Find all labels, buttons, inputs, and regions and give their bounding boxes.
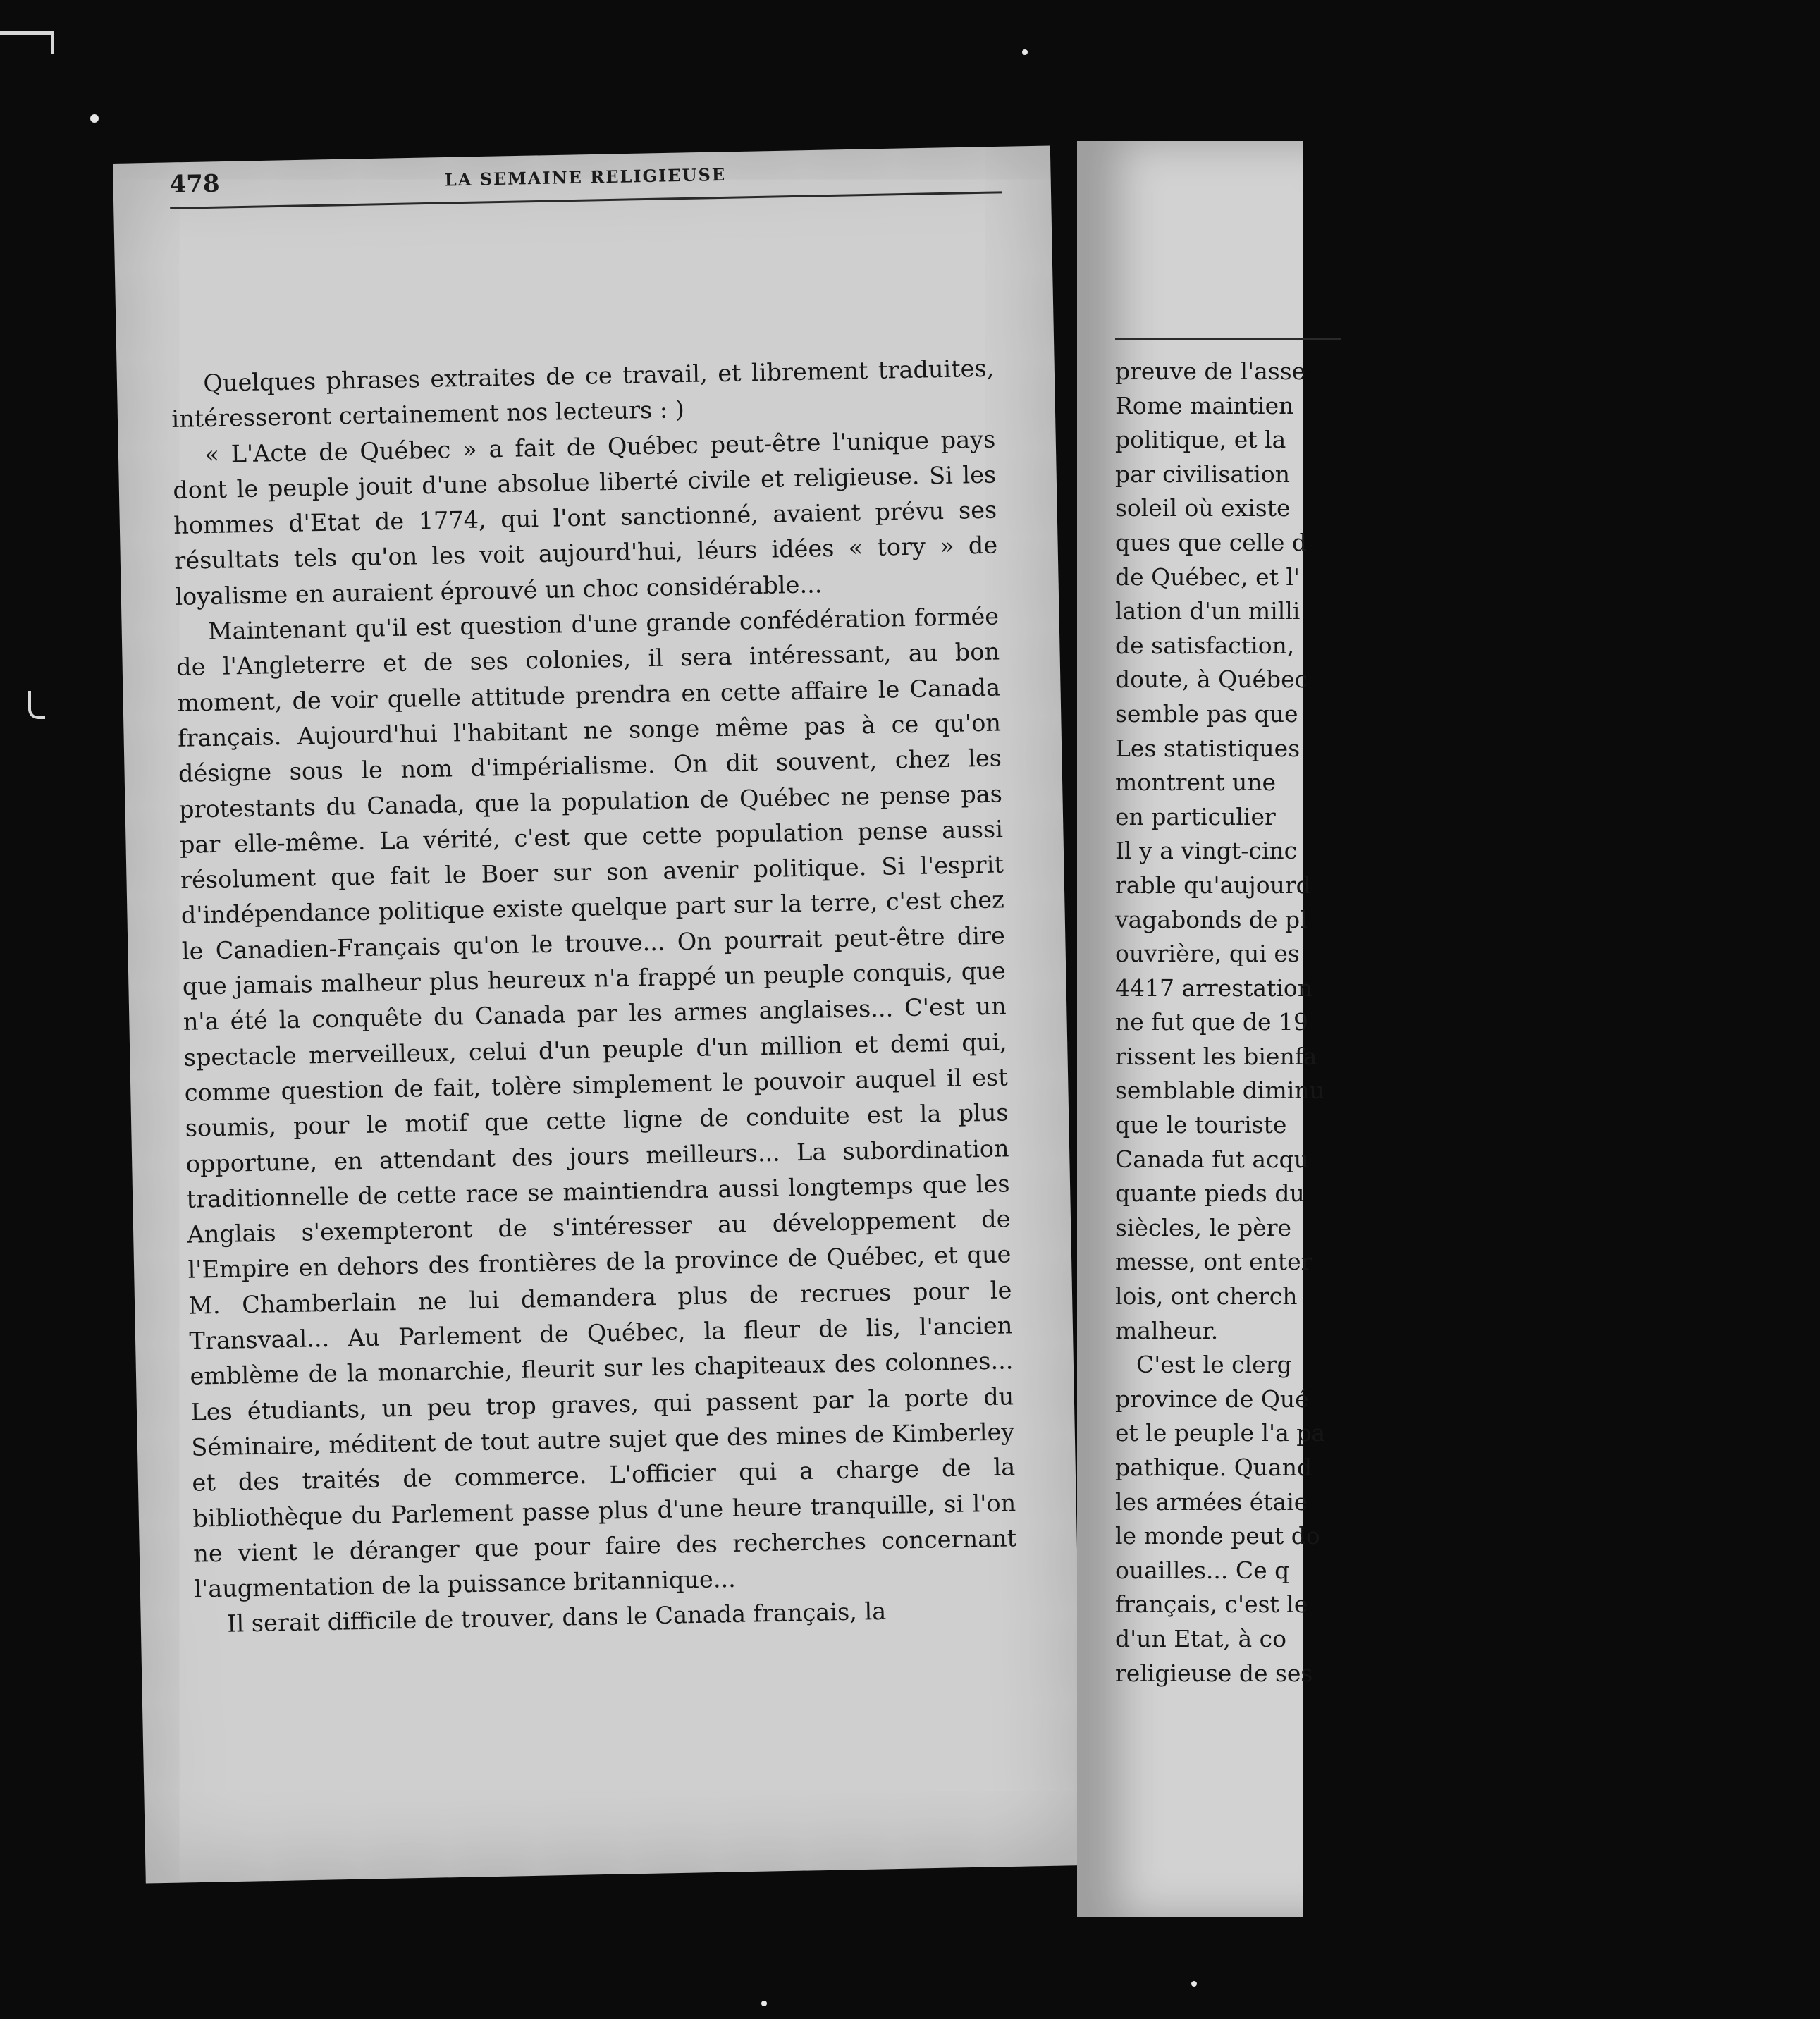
text-line: de Québec, et l' bbox=[1115, 563, 1301, 591]
text-line: Les statistiques bbox=[1115, 734, 1301, 762]
text-line: soleil où existe bbox=[1115, 494, 1291, 522]
text-line: C'est le clerg bbox=[1136, 1351, 1292, 1379]
text-line: siècles, le père bbox=[1115, 1213, 1292, 1241]
paragraph: Quelques phrases extraites de ce travail, et librement traduites, intéresseront certainement nos lecteurs : ) bbox=[171, 354, 995, 434]
text-line: français, c'est le bbox=[1115, 1590, 1308, 1619]
text-line: semble pas que bbox=[1115, 699, 1298, 728]
page-number: 478 bbox=[169, 169, 220, 199]
text-line: rable qu'aujourd bbox=[1115, 871, 1311, 899]
text-line: d'un Etat, à co bbox=[1115, 1624, 1286, 1652]
text-line: lation d'un milli bbox=[1115, 597, 1301, 625]
text-line: ques que celle d bbox=[1115, 528, 1307, 556]
text-line: que le touriste bbox=[1115, 1111, 1287, 1139]
text-line: 4417 arrestation bbox=[1115, 974, 1313, 1002]
text-line: malheur. bbox=[1115, 1316, 1219, 1344]
text-line: en particulier bbox=[1115, 802, 1276, 830]
text-line: Rome maintien bbox=[1115, 391, 1294, 419]
scan-mark bbox=[28, 691, 45, 719]
text-line: pathique. Quand bbox=[1115, 1454, 1312, 1481]
header-rule bbox=[1115, 338, 1341, 340]
scan-speck bbox=[1022, 49, 1028, 55]
text-line: religieuse de ses bbox=[1115, 1659, 1313, 1687]
text-line: messe, ont enter bbox=[1115, 1248, 1312, 1276]
scan-speck bbox=[90, 114, 99, 123]
text-line: par civilisation bbox=[1115, 460, 1290, 488]
paragraph: Il serait difficile de trouver, dans le Canada français, la bbox=[226, 1597, 887, 1638]
text-line: Il y a vingt-cinc bbox=[1115, 837, 1298, 865]
text-line: ouailles... Ce q bbox=[1115, 1556, 1290, 1584]
text-line: le monde peut do bbox=[1115, 1522, 1320, 1550]
text-line: ouvrière, qui es bbox=[1115, 940, 1300, 968]
text-line: semblable diminu bbox=[1115, 1076, 1324, 1105]
scan-mark bbox=[0, 31, 54, 54]
text-line: province de Qué bbox=[1115, 1385, 1309, 1413]
paragraph: Maintenant qu'il est question d'une grande confédération formée de l'Angleterre et de ses colonies, il sera intéressant, au bon moment, de voir quelle attitude prendra en cette affaire le Canada français. Aujourd'hui l'habitant ne songe même pas à ce qu'on désigne sous le nom d'impérialisme. On dit souvent, chez les protestants du Canada, que la population de Québec ne pense pas par elle-même. La vérité, c'est que cette population pense aussi résolument que fait le Boer sur son avenir politique. Si l'esprit d'indépendance politique existe quelque part sur la terre, c'est chez le Canadien-Français qu'on le trouve... On pourrait peut-être dire que jamais malheur plus heureux n'a frappé un peuple conquis, que n'a été la conquête du Canada par les armes anglaises... C'est un spectacle merveilleux, celui d'un peuple d'un million et demi qui, comme question de fait, tolère simplement le pouvoir auquel il est soumis, pour le motif que cette ligne de conduite est la plus opportune, en attendant des jours meilleurs... La subordination traditionnelle de cette race se maintiendra aussi longtemps que les Anglais s'exempteront de s'intéresser au développement de l'Empire en dehors des frontières de la province de Québec, et que M. Chamberlain ne lui demandera plus de recrues pour le Transvaal... Au Parlement de Québec, la fleur de lis, l'ancien emblème de la monarchie, fleurit sur les chapiteaux des colonnes... Les étudiants, un peu trop graves, qui passent par la porte du Séminaire, méditent de tout autre sujet que des mines de Kimberley et des traités de commerce. L'officier qui a charge de la bibliothèque du Parlement passe plus d'une heure tranquille, si l'on ne vient le déranger que pour faire des recherches concernant l'augmentation de la puissance britannique... bbox=[176, 602, 1017, 1603]
text-line: ne fut que de 19 bbox=[1115, 1008, 1309, 1036]
text-line: politique, et la bbox=[1115, 426, 1286, 454]
text-line: montrent une bbox=[1115, 768, 1277, 797]
right-page-body bbox=[1115, 354, 1820, 1690]
text-line: et le peuple l'a pa bbox=[1115, 1419, 1326, 1447]
text-line: rissent les bienfa bbox=[1115, 1042, 1317, 1070]
text-line: vagabonds de pl bbox=[1115, 905, 1308, 933]
text-line: lois, ont cherch bbox=[1115, 1282, 1298, 1311]
text-line: doute, à Québec bbox=[1115, 665, 1308, 694]
running-title: LA SEMAINE RELIGIEUSE bbox=[444, 164, 727, 190]
paragraph: « L'Acte de Québec » a fait de Québec peut-être l'unique pays dont le peuple jouit d'une absolue liberté civile et religieuse. Si les hommes d'Etat de 1774, qui l'ont sanctionné, avaient prévu ses résultats tels qu'on les voit aujourd'hui, léurs idées « tory » de loyalisme en auraient éprouvé un choc considérable... bbox=[172, 425, 998, 610]
text-line: quante pieds du bbox=[1115, 1179, 1305, 1208]
scan-speck bbox=[1191, 1981, 1197, 1987]
left-page-body bbox=[171, 351, 1019, 1643]
scan-speck bbox=[761, 2001, 767, 2006]
text-line: de satisfaction, bbox=[1115, 631, 1295, 659]
text-line: Canada fut acqu bbox=[1115, 1145, 1309, 1173]
text-line: les armées étaie bbox=[1115, 1487, 1308, 1516]
text-line: preuve de l'asse bbox=[1115, 357, 1306, 385]
